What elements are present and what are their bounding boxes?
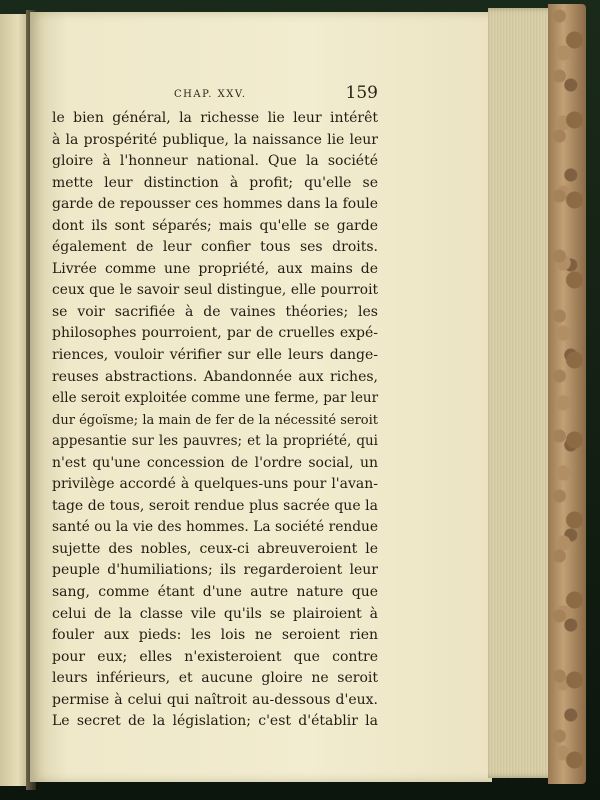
text-line: privilège accordé à quelques-uns pour l'avan- [52, 476, 378, 493]
page-number: 159 [345, 83, 378, 103]
marbled-cover [548, 4, 586, 784]
text-line: tage de tous, seroit rendue plus sacrée que la [52, 497, 378, 514]
text-line: fouler aux pieds: les lois ne seroient rien [52, 627, 378, 644]
page-header [52, 83, 378, 105]
text-line: garde de repousser ces hommes dans la foule [52, 196, 378, 213]
text-line: leurs inférieurs, et aucune gloire ne seroit [52, 670, 378, 687]
text-line: sang, comme étant d'une autre nature que [52, 584, 378, 601]
text-line: philosophes pourroient, par de cruelles expé- [52, 325, 378, 342]
text-line: santé ou la vie des hommes. La société rendue [52, 519, 378, 536]
text-line: également de leur confier tous ses droits. [52, 239, 378, 256]
text-line: dont ils sont séparés; mais qu'elle se garde [52, 217, 378, 234]
body-text [52, 108, 378, 733]
text-line: permise à celui qui naîtroit au-dessous d'eux. [52, 691, 378, 708]
text-line: sujette des nobles, ceux-ci abreuveroient le [52, 540, 378, 557]
text-line: appesantie sur les pauvres; et la propriété, qui [52, 433, 378, 450]
text-line: riences, vouloir vérifier sur elle leurs dange- [52, 347, 378, 364]
text-line: reuses abstractions. Abandonnée aux riches, [52, 368, 378, 385]
text-line: se voir sacrifiée à de vaines théories; les [52, 303, 378, 320]
text-line: dur égoïsme; la main de fer de la nécessité seroit [52, 412, 378, 428]
text-line: pour eux; elles n'existeroient que contre [52, 648, 378, 665]
text-line: celui de la classe vile qu'ils se plairoient à [52, 605, 378, 622]
text-line: mette leur distinction à profit; qu'elle se [52, 174, 378, 191]
text-line: ceux que le savoir seul distingue, elle pourroit [52, 282, 378, 299]
text-line: elle seroit exploitée comme une ferme, par leur [52, 390, 379, 407]
text-line: le bien général, la richesse lie leur intérêt [52, 110, 378, 126]
text-line: n'est qu'une concession de l'ordre social, un [52, 454, 378, 471]
running-head: CHAP. XXV. [174, 89, 247, 100]
text-line: peuple d'humiliations; ils regarderoient leur [52, 562, 378, 579]
text-line: gloire à l'honneur national. Que la société [52, 153, 378, 170]
text-line: à la prospérité publique, la naissance lie leur [52, 131, 378, 148]
text-line: Le secret de la législation; c'est d'établir la [52, 713, 378, 730]
text-line: Livrée comme une propriété, aux mains de [52, 260, 378, 277]
